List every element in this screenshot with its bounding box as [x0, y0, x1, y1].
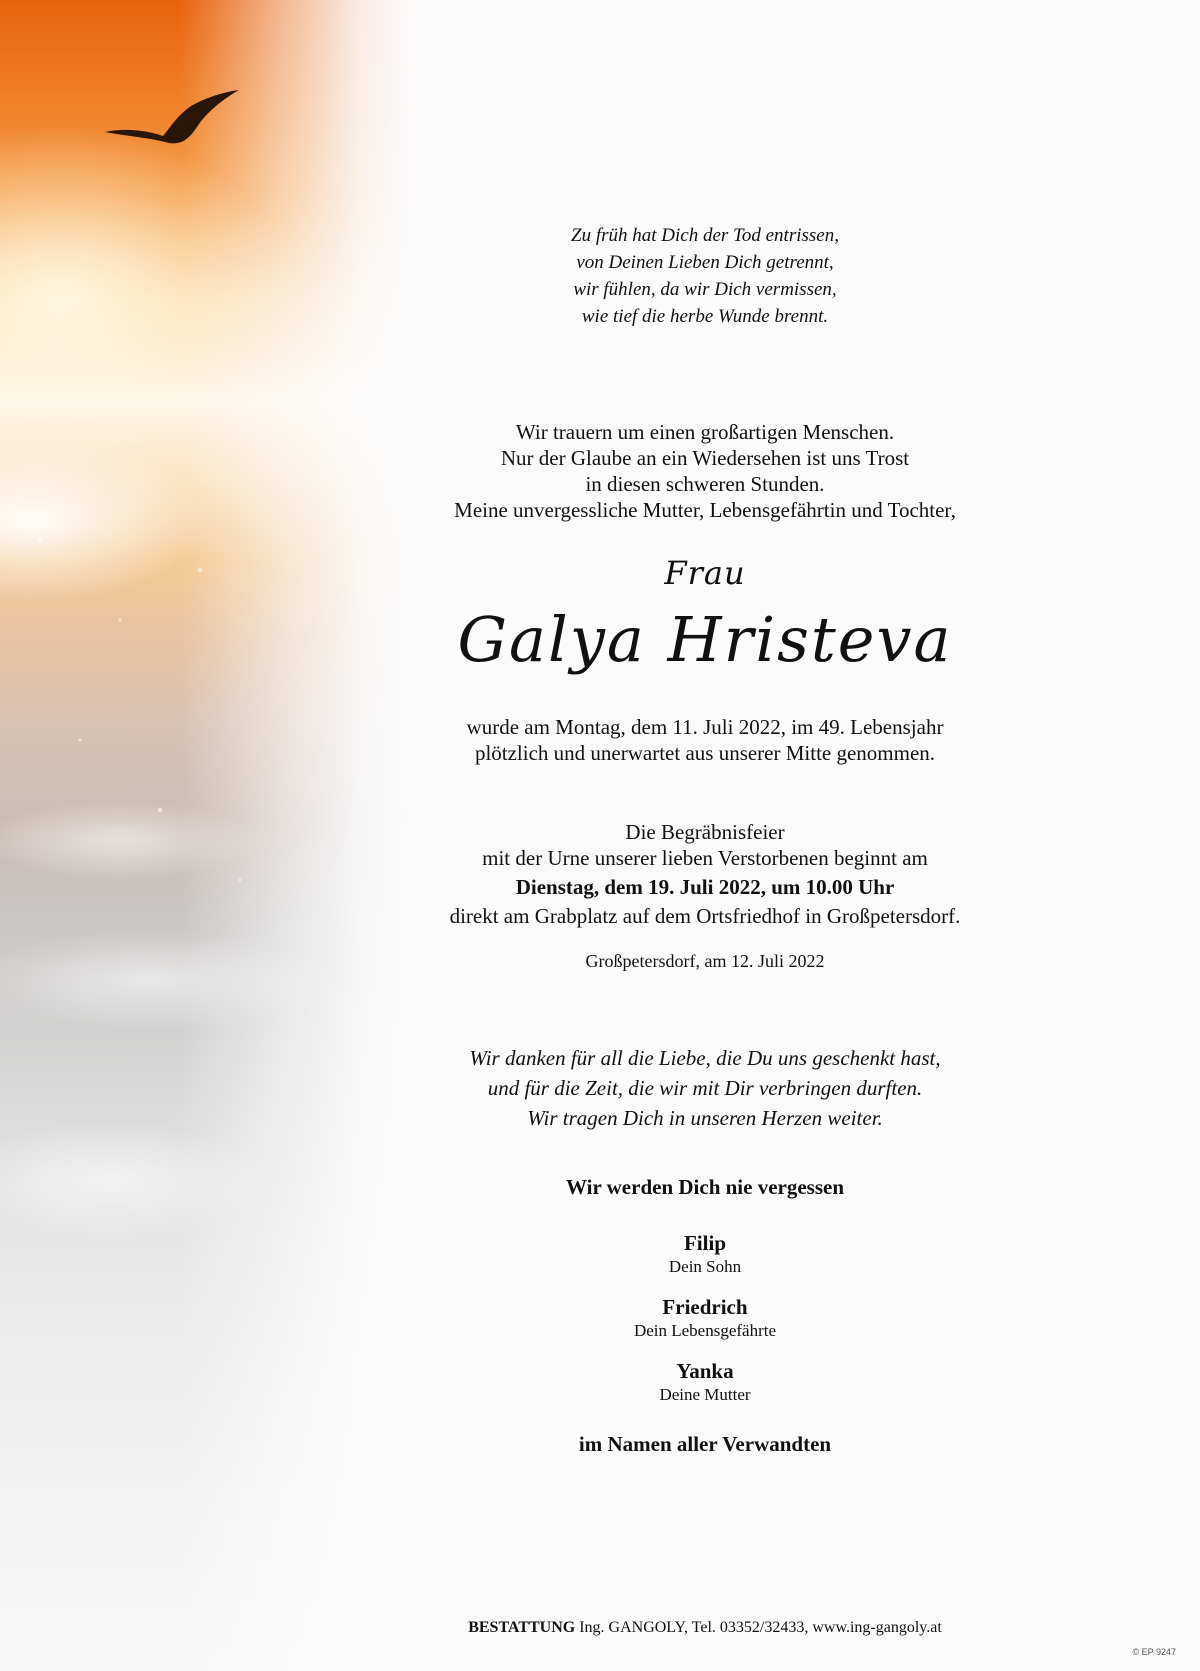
funeral-info: [330, 819, 1080, 929]
intro-text: [330, 419, 1080, 523]
thanks-text: [330, 1043, 1080, 1133]
deceased-title: Frau: [664, 554, 746, 592]
mourner-name: Yanka: [676, 1359, 734, 1383]
funeral-line: Die Begräbnisfeier: [625, 820, 785, 844]
funeral-line: mit der Urne unserer lieben Verstorbenen beginnt am: [482, 846, 928, 870]
mourner-relation: Dein Lebensgefährte: [633, 1321, 777, 1340]
intro-line: Meine unvergessliche Mutter, Lebensgefährtin und Tochter,: [454, 498, 956, 522]
mourner-relation: Deine Mutter: [659, 1385, 751, 1404]
thanks-line: und für die Zeit, die wir mit Dir verbringen durften.: [487, 1076, 923, 1100]
funeral-home-contact: Ing. GANGOLY, Tel. 03352/32433, www.ing-gangoly.at: [575, 1619, 942, 1636]
funeral-home-label: BESTATTUNG: [468, 1619, 576, 1636]
poem-line: Zu früh hat Dich der Tod entrissen,: [571, 225, 839, 246]
thanks-line: Wir tragen Dich in unseren Herzen weiter.: [527, 1106, 883, 1130]
intro-line: Nur der Glaube an ein Wiedersehen ist uns Trost: [500, 446, 910, 470]
mourner-relation: Dein Sohn: [668, 1257, 742, 1276]
print-code: © EP 9247: [1132, 1647, 1176, 1657]
mourner-entry: [330, 1358, 1080, 1405]
bird-icon: [105, 90, 245, 160]
deceased-name: Galya Hristeva: [457, 603, 953, 676]
poem-line: von Deinen Lieben Dich getrennt,: [576, 252, 834, 273]
notice-text-column: [330, 0, 1080, 1671]
mourner-name: Filip: [683, 1231, 726, 1255]
intro-line: in diesen schweren Stunden.: [585, 472, 825, 496]
mourner-entry: [330, 1294, 1080, 1341]
intro-line: Wir trauern um einen großartigen Menschen.: [515, 420, 895, 444]
mourner-name: Friedrich: [662, 1295, 748, 1319]
funeral-date: Dienstag, dem 19. Juli 2022, um 10.00 Uhr: [515, 875, 895, 899]
poem-line: wie tief die herbe Wunde brennt.: [581, 306, 829, 327]
mourner-entry: [330, 1230, 1080, 1277]
mourners-heading: Wir werden Dich nie vergessen: [565, 1175, 845, 1199]
funeral-home-footer: [330, 1618, 1080, 1638]
funeral-line: direkt am Grabplatz auf dem Ortsfriedhof in Großpetersdorf.: [449, 904, 961, 928]
death-notice-line: wurde am Montag, dem 11. Juli 2022, im 49. Lebensjahr: [466, 715, 944, 739]
poem-line: wir fühlen, da wir Dich vermissen,: [573, 279, 837, 300]
death-notice-line: plötzlich und unerwartet aus unserer Mitte genommen.: [474, 741, 936, 765]
death-notice: [330, 714, 1080, 766]
poem: [330, 222, 1080, 330]
mourners-closing: im Namen aller Verwandten: [578, 1432, 832, 1456]
thanks-line: Wir danken für all die Liebe, die Du uns geschenkt hast,: [469, 1046, 941, 1070]
place-date: Großpetersdorf, am 12. Juli 2022: [585, 951, 825, 971]
